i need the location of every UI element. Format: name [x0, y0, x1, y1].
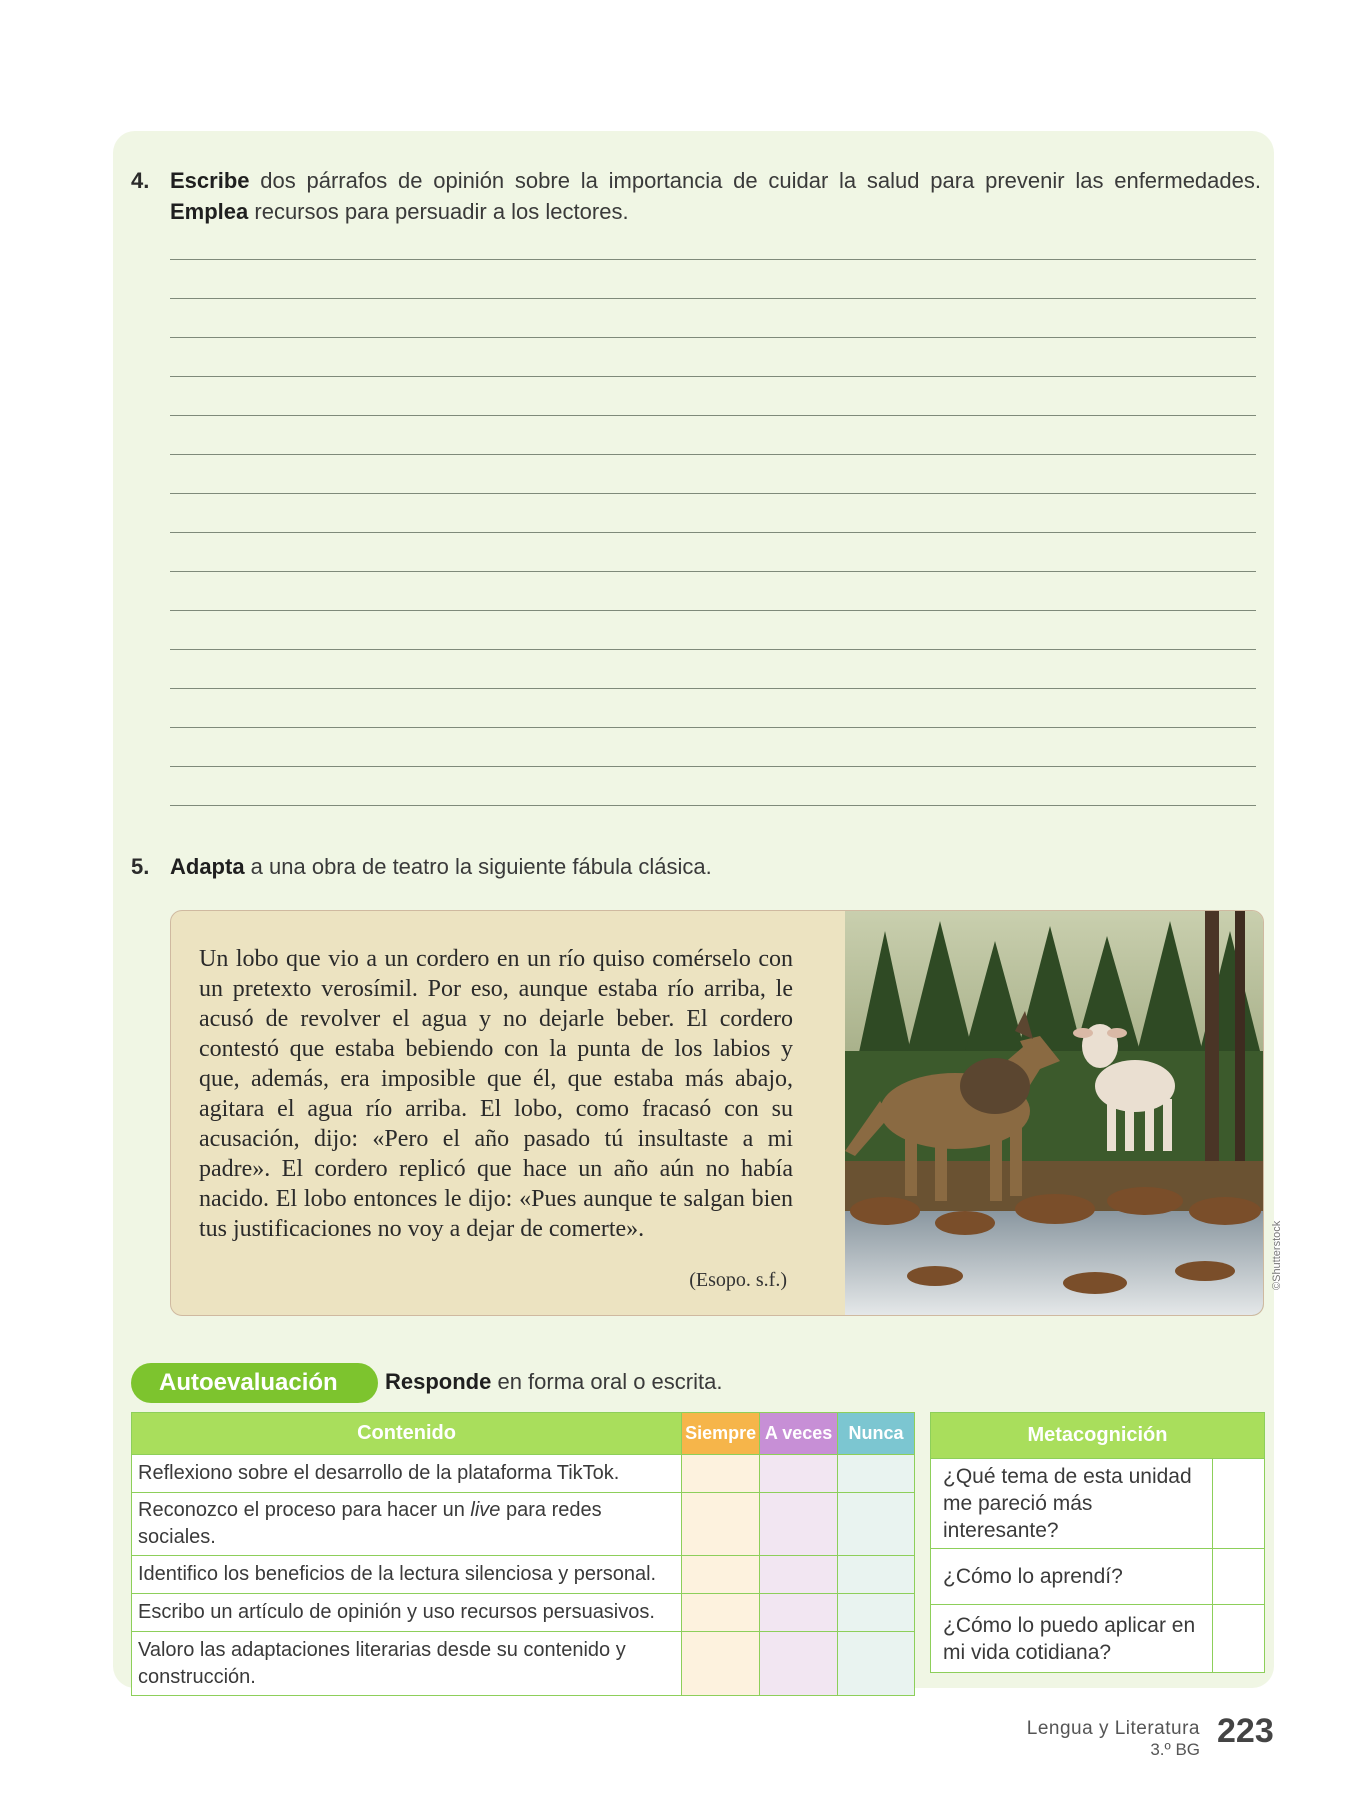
footer-subject: Lengua y Literatura — [1026, 1718, 1200, 1739]
header-nunca: Nunca — [838, 1413, 915, 1455]
page-number: 223 — [1217, 1712, 1274, 1750]
nunca-checkbox-cell[interactable] — [838, 1455, 915, 1493]
question-number: 5. — [131, 854, 150, 879]
table-row — [931, 1549, 1265, 1605]
metacognition-table — [930, 1412, 1265, 1673]
image-credit: ©Shutterstock — [1271, 1220, 1283, 1290]
siempre-checkbox-cell[interactable] — [682, 1594, 760, 1632]
a-veces-checkbox-cell[interactable] — [760, 1493, 838, 1556]
writing-line[interactable] — [170, 493, 1256, 494]
question-cell: ¿Qué tema de esta unidad me pareció más interesante? — [931, 1459, 1213, 1549]
a-veces-checkbox-cell[interactable] — [760, 1632, 838, 1696]
table-row — [132, 1594, 915, 1632]
header-a-veces: A veces — [760, 1413, 838, 1455]
nunca-checkbox-cell[interactable] — [838, 1632, 915, 1696]
writing-lines[interactable] — [170, 259, 1256, 844]
table-row — [132, 1493, 915, 1556]
question-number: 4. — [131, 168, 150, 193]
self-evaluation-table — [131, 1412, 915, 1696]
autoevaluacion-label: Autoevaluación — [131, 1363, 378, 1403]
question-4 — [131, 165, 1261, 227]
question-5-text: Adapta a una obra de teatro la siguiente fábula clásica. — [170, 854, 712, 879]
siempre-checkbox-cell[interactable] — [682, 1632, 760, 1696]
question-5 — [131, 851, 1261, 882]
a-veces-checkbox-cell[interactable] — [760, 1455, 838, 1493]
siempre-checkbox-cell[interactable] — [682, 1455, 760, 1493]
answer-cell[interactable] — [1213, 1549, 1265, 1605]
criterion-cell: Reflexiono sobre el desarrollo de la plataforma TikTok. — [132, 1455, 682, 1493]
table-row — [132, 1632, 915, 1696]
writing-line[interactable] — [170, 688, 1256, 689]
writing-line[interactable] — [170, 571, 1256, 572]
writing-line[interactable] — [170, 727, 1256, 728]
writing-line[interactable] — [170, 337, 1256, 338]
table-row — [132, 1556, 915, 1594]
nunca-checkbox-cell[interactable] — [838, 1556, 915, 1594]
writing-line[interactable] — [170, 610, 1256, 611]
writing-line[interactable] — [170, 766, 1256, 767]
answer-cell[interactable] — [1213, 1459, 1265, 1549]
instruction-verb: Emplea — [170, 199, 249, 224]
writing-line[interactable] — [170, 532, 1256, 533]
writing-line[interactable] — [170, 376, 1256, 377]
fable-source: (Esopo. s.f.) — [689, 1269, 787, 1291]
question-cell: ¿Cómo lo puedo aplicar en mi vida cotidiana? — [931, 1605, 1213, 1673]
nunca-checkbox-cell[interactable] — [838, 1493, 915, 1556]
writing-line[interactable] — [170, 805, 1256, 806]
a-veces-checkbox-cell[interactable] — [760, 1556, 838, 1594]
writing-line[interactable] — [170, 298, 1256, 299]
fable-text: Un lobo que vio a un cordero en un río quiso comérselo con un pretexto verosímil. Por eso, aunque estaba río arriba, le acusó de revolver el agua y no dejarle beber. El cordero contestó que estaba bebiendo con la punta de los labios y que, además, era imposible que él, que estaba más abajo, agitara el agua río arriba. El lobo, como fracasó con su acusación, dijo: «Pero el año pasado tú insultaste a mi padre». El cordero replicó que hace un año aún no había nacido. El lobo entonces le dijo: «Pues aunque te salgan bien tus justificaciones no voy a dejar de comerte». — [199, 946, 793, 1242]
nunca-checkbox-cell[interactable] — [838, 1594, 915, 1632]
header-siempre: Siempre — [682, 1413, 760, 1455]
question-4-text: Escribe dos párrafos de opinión sobre la importancia de cuidar la salud para prevenir las enfermedades. Emplea recursos para persuadir a los lectores. — [170, 168, 1261, 224]
table-row — [931, 1459, 1265, 1549]
fable-box — [170, 910, 1264, 1316]
footer-grade: 3.º BG — [1150, 1740, 1200, 1759]
autoevaluacion-instruction: Responde en forma oral o escrita. — [385, 1369, 723, 1394]
criterion-cell: Reconozco el proceso para hacer un live para redes sociales. — [132, 1493, 682, 1556]
criterion-cell: Escribo un artículo de opinión y uso recursos persuasivos. — [132, 1594, 682, 1632]
writing-line[interactable] — [170, 454, 1256, 455]
question-cell: ¿Cómo lo aprendí? — [931, 1549, 1213, 1605]
siempre-checkbox-cell[interactable] — [682, 1556, 760, 1594]
siempre-checkbox-cell[interactable] — [682, 1493, 760, 1556]
wolf-and-lamb-illustration — [845, 911, 1264, 1316]
criterion-cell: Valoro las adaptaciones literarias desde su contenido y construcción. — [132, 1632, 682, 1696]
writing-line[interactable] — [170, 415, 1256, 416]
instruction-verb: Escribe — [170, 168, 250, 193]
table-row — [132, 1455, 915, 1493]
answer-cell[interactable] — [1213, 1605, 1265, 1673]
instruction-verb: Adapta — [170, 854, 245, 879]
header-contenido: Contenido — [132, 1413, 682, 1455]
criterion-cell: Identifico los beneficios de la lectura silenciosa y personal. — [132, 1556, 682, 1594]
a-veces-checkbox-cell[interactable] — [760, 1594, 838, 1632]
writing-line[interactable] — [170, 259, 1256, 260]
writing-line[interactable] — [170, 649, 1256, 650]
header-metacognicion: Metacognición — [931, 1413, 1265, 1459]
table-row — [931, 1605, 1265, 1673]
